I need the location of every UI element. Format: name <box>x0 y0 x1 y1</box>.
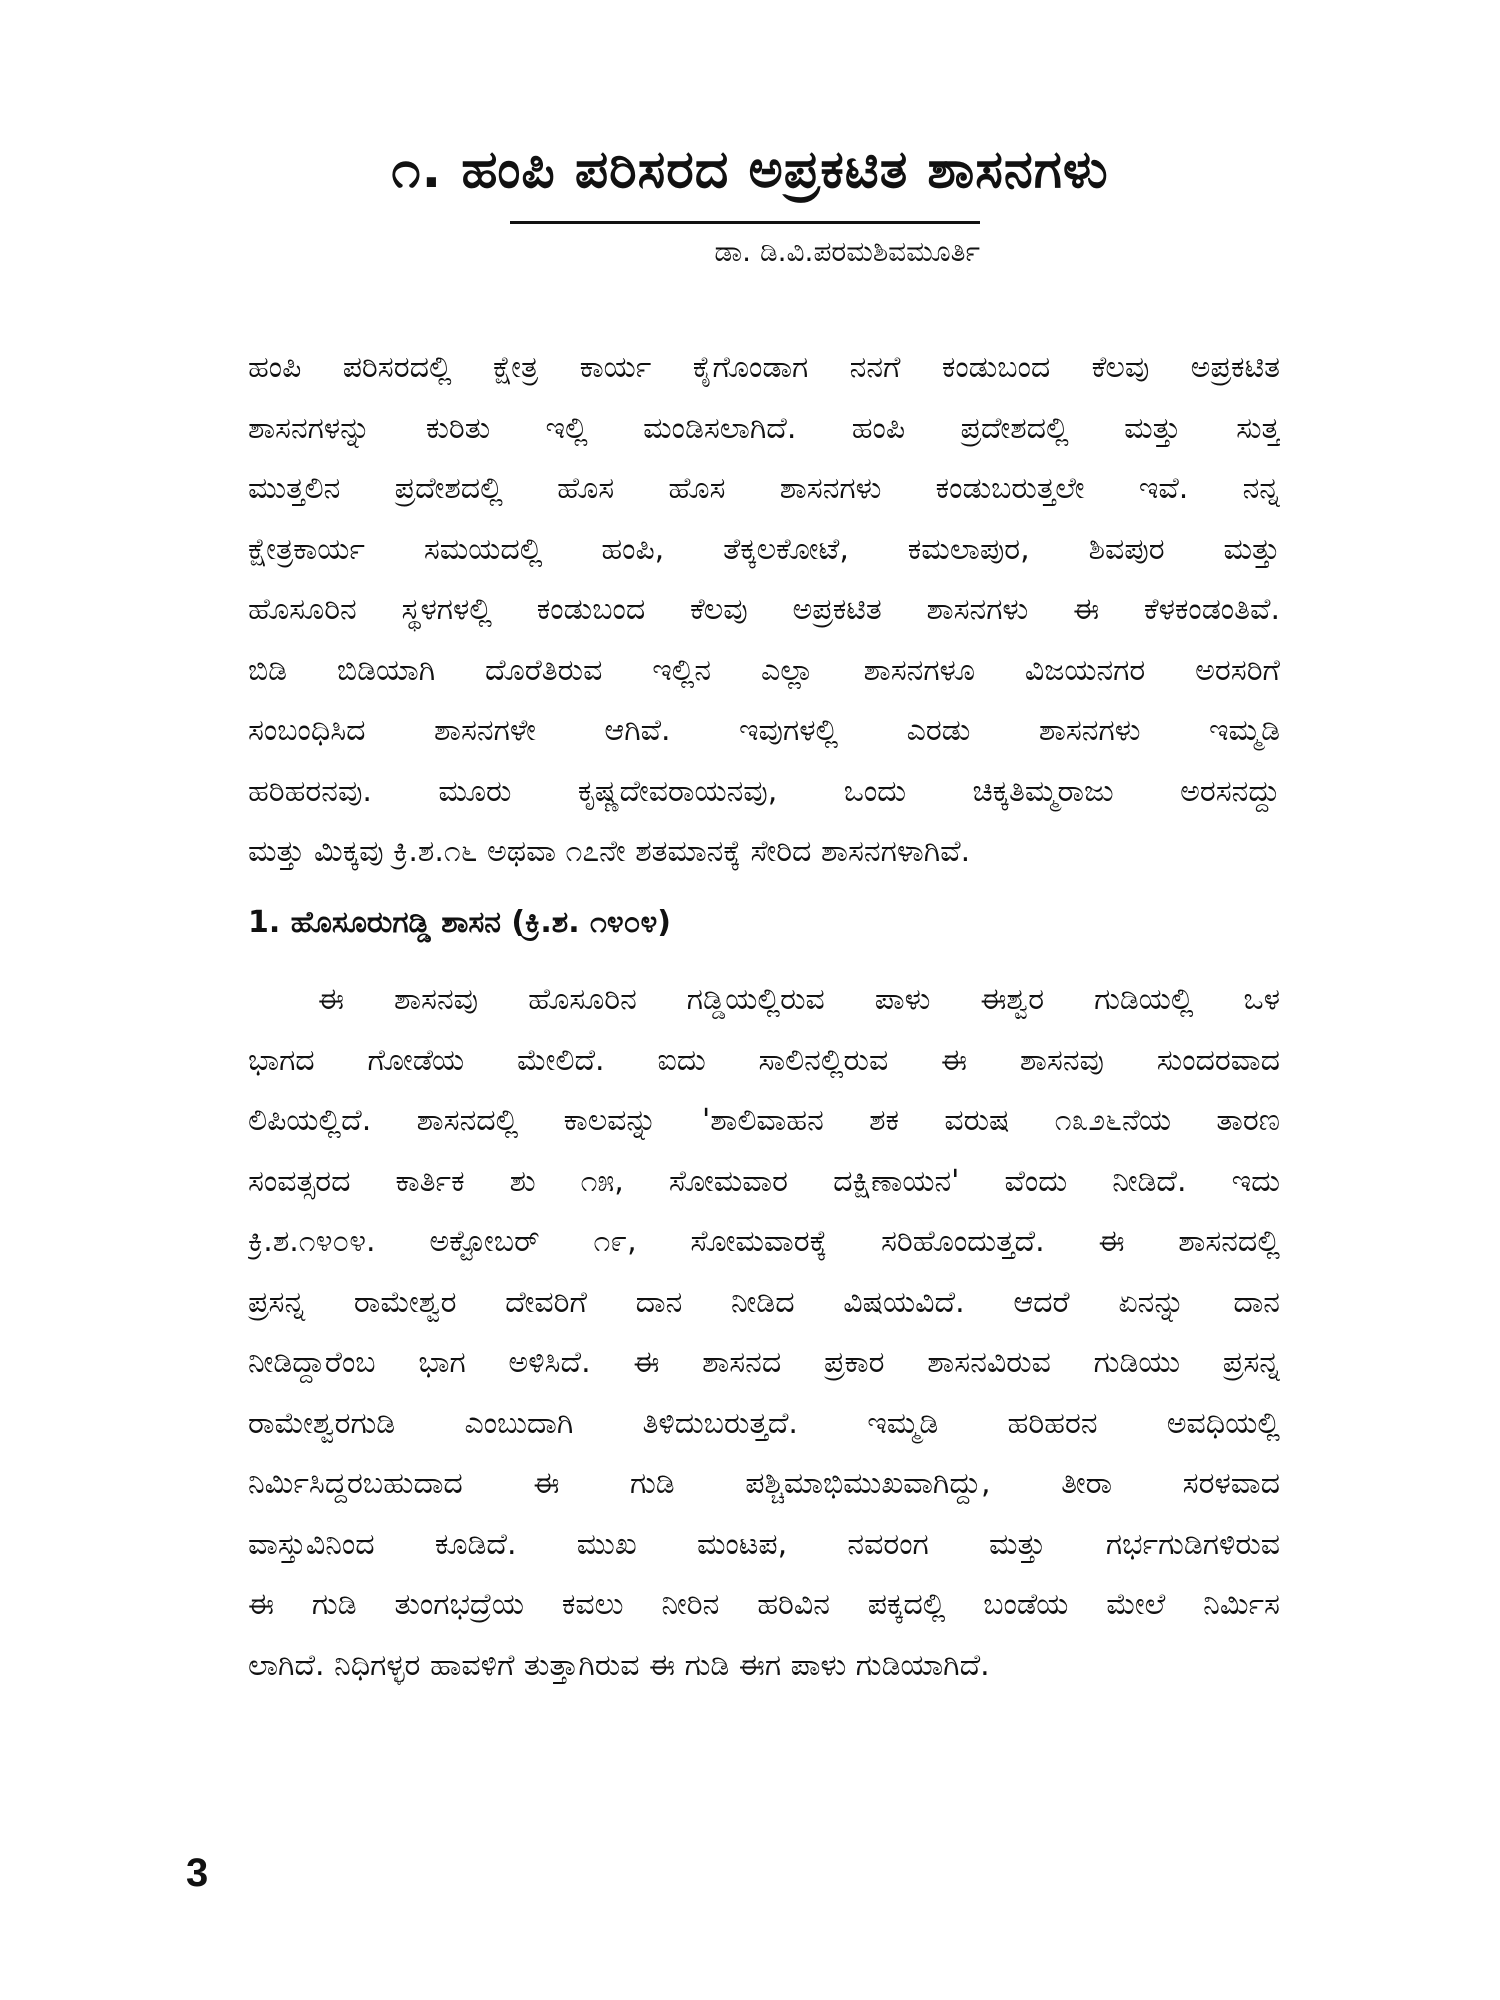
body-line: ನೀಡಿದ್ದಾರೆಂಬ ಭಾಗ ಅಳಿಸಿದೆ. ಈ ಶಾಸನದ ಪ್ರಕಾರ ಶಾಸನವಿರುವ ಗುಡಿಯು ಪ್ರಸನ್ನ <box>248 1345 1280 1380</box>
intro-line: ಬಿಡಿ ಬಿಡಿಯಾಗಿ ದೊರೆತಿರುವ ಇಲ್ಲಿನ ಎಲ್ಲಾ ಶಾಸನಗಳೂ ವಿಜಯನಗರ ಅರಸರಿಗೆ <box>248 652 1280 688</box>
body-line: ಲಿಪಿಯಲ್ಲಿದೆ. ಶಾಸನದಲ್ಲಿ ಕಾಲವನ್ನು 'ಶಾಲಿವಾಹನ ಶಕ ವರುಷ ೧೩೨೬ನೆಯ ತಾರಣ <box>248 1103 1280 1138</box>
intro-line: ಸಂಬಂಧಿಸಿದ ಶಾಸನಗಳೇ ಆಗಿವೆ. ಇವುಗಳಲ್ಲಿ ಎರಡು ಶಾಸನಗಳು ಇಮ್ಮಡಿ <box>248 713 1280 748</box>
body-line: ರಾಮೇಶ್ವರಗುಡಿ ಎಂಬುದಾಗಿ ತಿಳಿದುಬರುತ್ತದೆ. ಇಮ್ಮಡಿ ಹರಿಹರನ ಅವಧಿಯಲ್ಲಿ <box>248 1405 1280 1441</box>
intro-line: ಕ್ಷೇತ್ರಕಾರ್ಯ ಸಮಯದಲ್ಲಿ ಹಂಪಿ, ತೆಕ್ಕಲಕೋಟೆ, ಕಮಲಾಪುರ, ಶಿವಪುರ ಮತ್ತು <box>248 531 1280 567</box>
body-line: ಈ ಶಾಸನವು ಹೊಸೂರಿನ ಗಡ್ಡಿಯಲ್ಲಿರುವ ಪಾಳು ಈಶ್ವರ ಗುಡಿಯಲ್ಲಿ ಒಳ <box>318 982 1280 1017</box>
page-number: 3 <box>186 1851 209 1895</box>
body-line: ಈ ಗುಡಿ ತುಂಗಭದ್ರೆಯ ಕವಲು ನೀರಿನ ಹರಿವಿನ ಪಕ್ಕದಲ್ಲಿ ಬಂಡೆಯ ಮೇಲೆ ನಿರ್ಮಿಸ <box>248 1587 1280 1622</box>
section-paragraph <box>248 970 1280 1696</box>
body-line: ನಿರ್ಮಿಸಿದ್ದರಬಹುದಾದ ಈ ಗುಡಿ ಪಶ್ಚಿಮಾಭಿಮುಖವಾಗಿದ್ದು, ತೀರಾ ಸರಳವಾದ <box>248 1466 1280 1501</box>
body-line: ಲಾಗಿದೆ. ನಿಧಿಗಳ್ಳರ ಹಾವಳಿಗೆ ತುತ್ತಾಗಿರುವ ಈ ಗುಡಿ ಈಗ ಪಾಳು ಗುಡಿಯಾಗಿದೆ. <box>248 1647 990 1683</box>
page-title: ೧. ಹಂಪಿ ಪರಿಸರದ ಅಪ್ರಕಟಿತ ಶಾಸನಗಳು <box>391 140 1109 200</box>
body-line: ಸಂವತ್ಸರದ ಕಾರ್ತಿಕ ಶು ೧೫, ಸೋಮವಾರ ದಕ್ಷಿಣಾಯನ' ವೆಂದು ನೀಡಿದೆ. ಇದು <box>248 1163 1280 1199</box>
intro-line: ಮತ್ತು ಮಿಕ್ಕವು ಕ್ರಿ.ಶ.೧೬ ಅಥವಾ ೧೭ನೇ ಶತಮಾನಕ್ಕೆ ಸೇರಿದ ಶಾಸನಗಳಾಗಿವೆ. <box>248 834 971 869</box>
section-heading: 1. ಹೊಸೂರುಗಡ್ಡಿ ಶಾಸನ (ಕ್ರಿ.ಶ. ೧೪೦೪) <box>248 905 671 940</box>
body-line: ಕ್ರಿ.ಶ.೧೪೦೪. ಅಕ್ಟೋಬರ್ ೧೯, ಸೋಮವಾರಕ್ಕೆ ಸರಿಹೊಂದುತ್ತದೆ. ಈ ಶಾಸನದಲ್ಲಿ <box>248 1224 1280 1259</box>
intro-paragraph <box>248 338 1280 883</box>
intro-line: ಮುತ್ತಲಿನ ಪ್ರದೇಶದಲ್ಲಿ ಹೊಸ ಹೊಸ ಶಾಸನಗಳು ಕಂಡುಬರುತ್ತಲೇ ಇವೆ. ನನ್ನ <box>248 471 1280 506</box>
body-line: ವಾಸ್ತುವಿನಿಂದ ಕೂಡಿದೆ. ಮುಖ ಮಂಟಪ, ನವರಂಗ ಮತ್ತು ಗರ್ಭಗುಡಿಗಳಿರುವ <box>248 1526 1280 1562</box>
intro-line: ಹೊಸೂರಿನ ಸ್ಥಳಗಳಲ್ಲಿ ಕಂಡುಬಂದ ಕೆಲವು ಅಪ್ರಕಟಿತ ಶಾಸನಗಳು ಈ ಕೆಳಕಂಡಂತಿವೆ. <box>248 592 1280 627</box>
author-byline: ಡಾ. ಡಿ.ವಿ.ಪರಮಶಿವಮೂರ್ತಿ <box>714 235 980 268</box>
body-line: ಪ್ರಸನ್ನ ರಾಮೇಶ್ವರ ದೇವರಿಗೆ ದಾನ ನೀಡಿದ ವಿಷಯವಿದೆ. ಆದರೆ ಏನನ್ನು ದಾನ <box>248 1284 1280 1320</box>
intro-line: ಹರಿಹರನವು. ಮೂರು ಕೃಷ್ಣದೇವರಾಯನವು, ಒಂದು ಚಿಕ್ಕತಿಮ್ಮರಾಜು ಅರಸನದ್ದು <box>248 773 1280 809</box>
intro-line: ಹಂಪಿ ಪರಿಸರದಲ್ಲಿ ಕ್ಷೇತ್ರ ಕಾರ್ಯ ಕೈಗೊಂಡಾಗ ನನಗೆ ಕಂಡುಬಂದ ಕೆಲವು ಅಪ್ರಕಟಿತ <box>248 350 1280 385</box>
body-line: ಭಾಗದ ಗೋಡೆಯ ಮೇಲಿದೆ. ಐದು ಸಾಲಿನಲ್ಲಿರುವ ಈ ಶಾಸನವು ಸುಂದರವಾದ <box>248 1042 1280 1078</box>
intro-line: ಶಾಸನಗಳನ್ನು ಕುರಿತು ಇಲ್ಲಿ ಮಂಡಿಸಲಾಗಿದೆ. ಹಂಪಿ ಪ್ರದೇಶದಲ್ಲಿ ಮತ್ತು ಸುತ್ತ <box>248 410 1280 446</box>
title-divider <box>510 221 980 224</box>
